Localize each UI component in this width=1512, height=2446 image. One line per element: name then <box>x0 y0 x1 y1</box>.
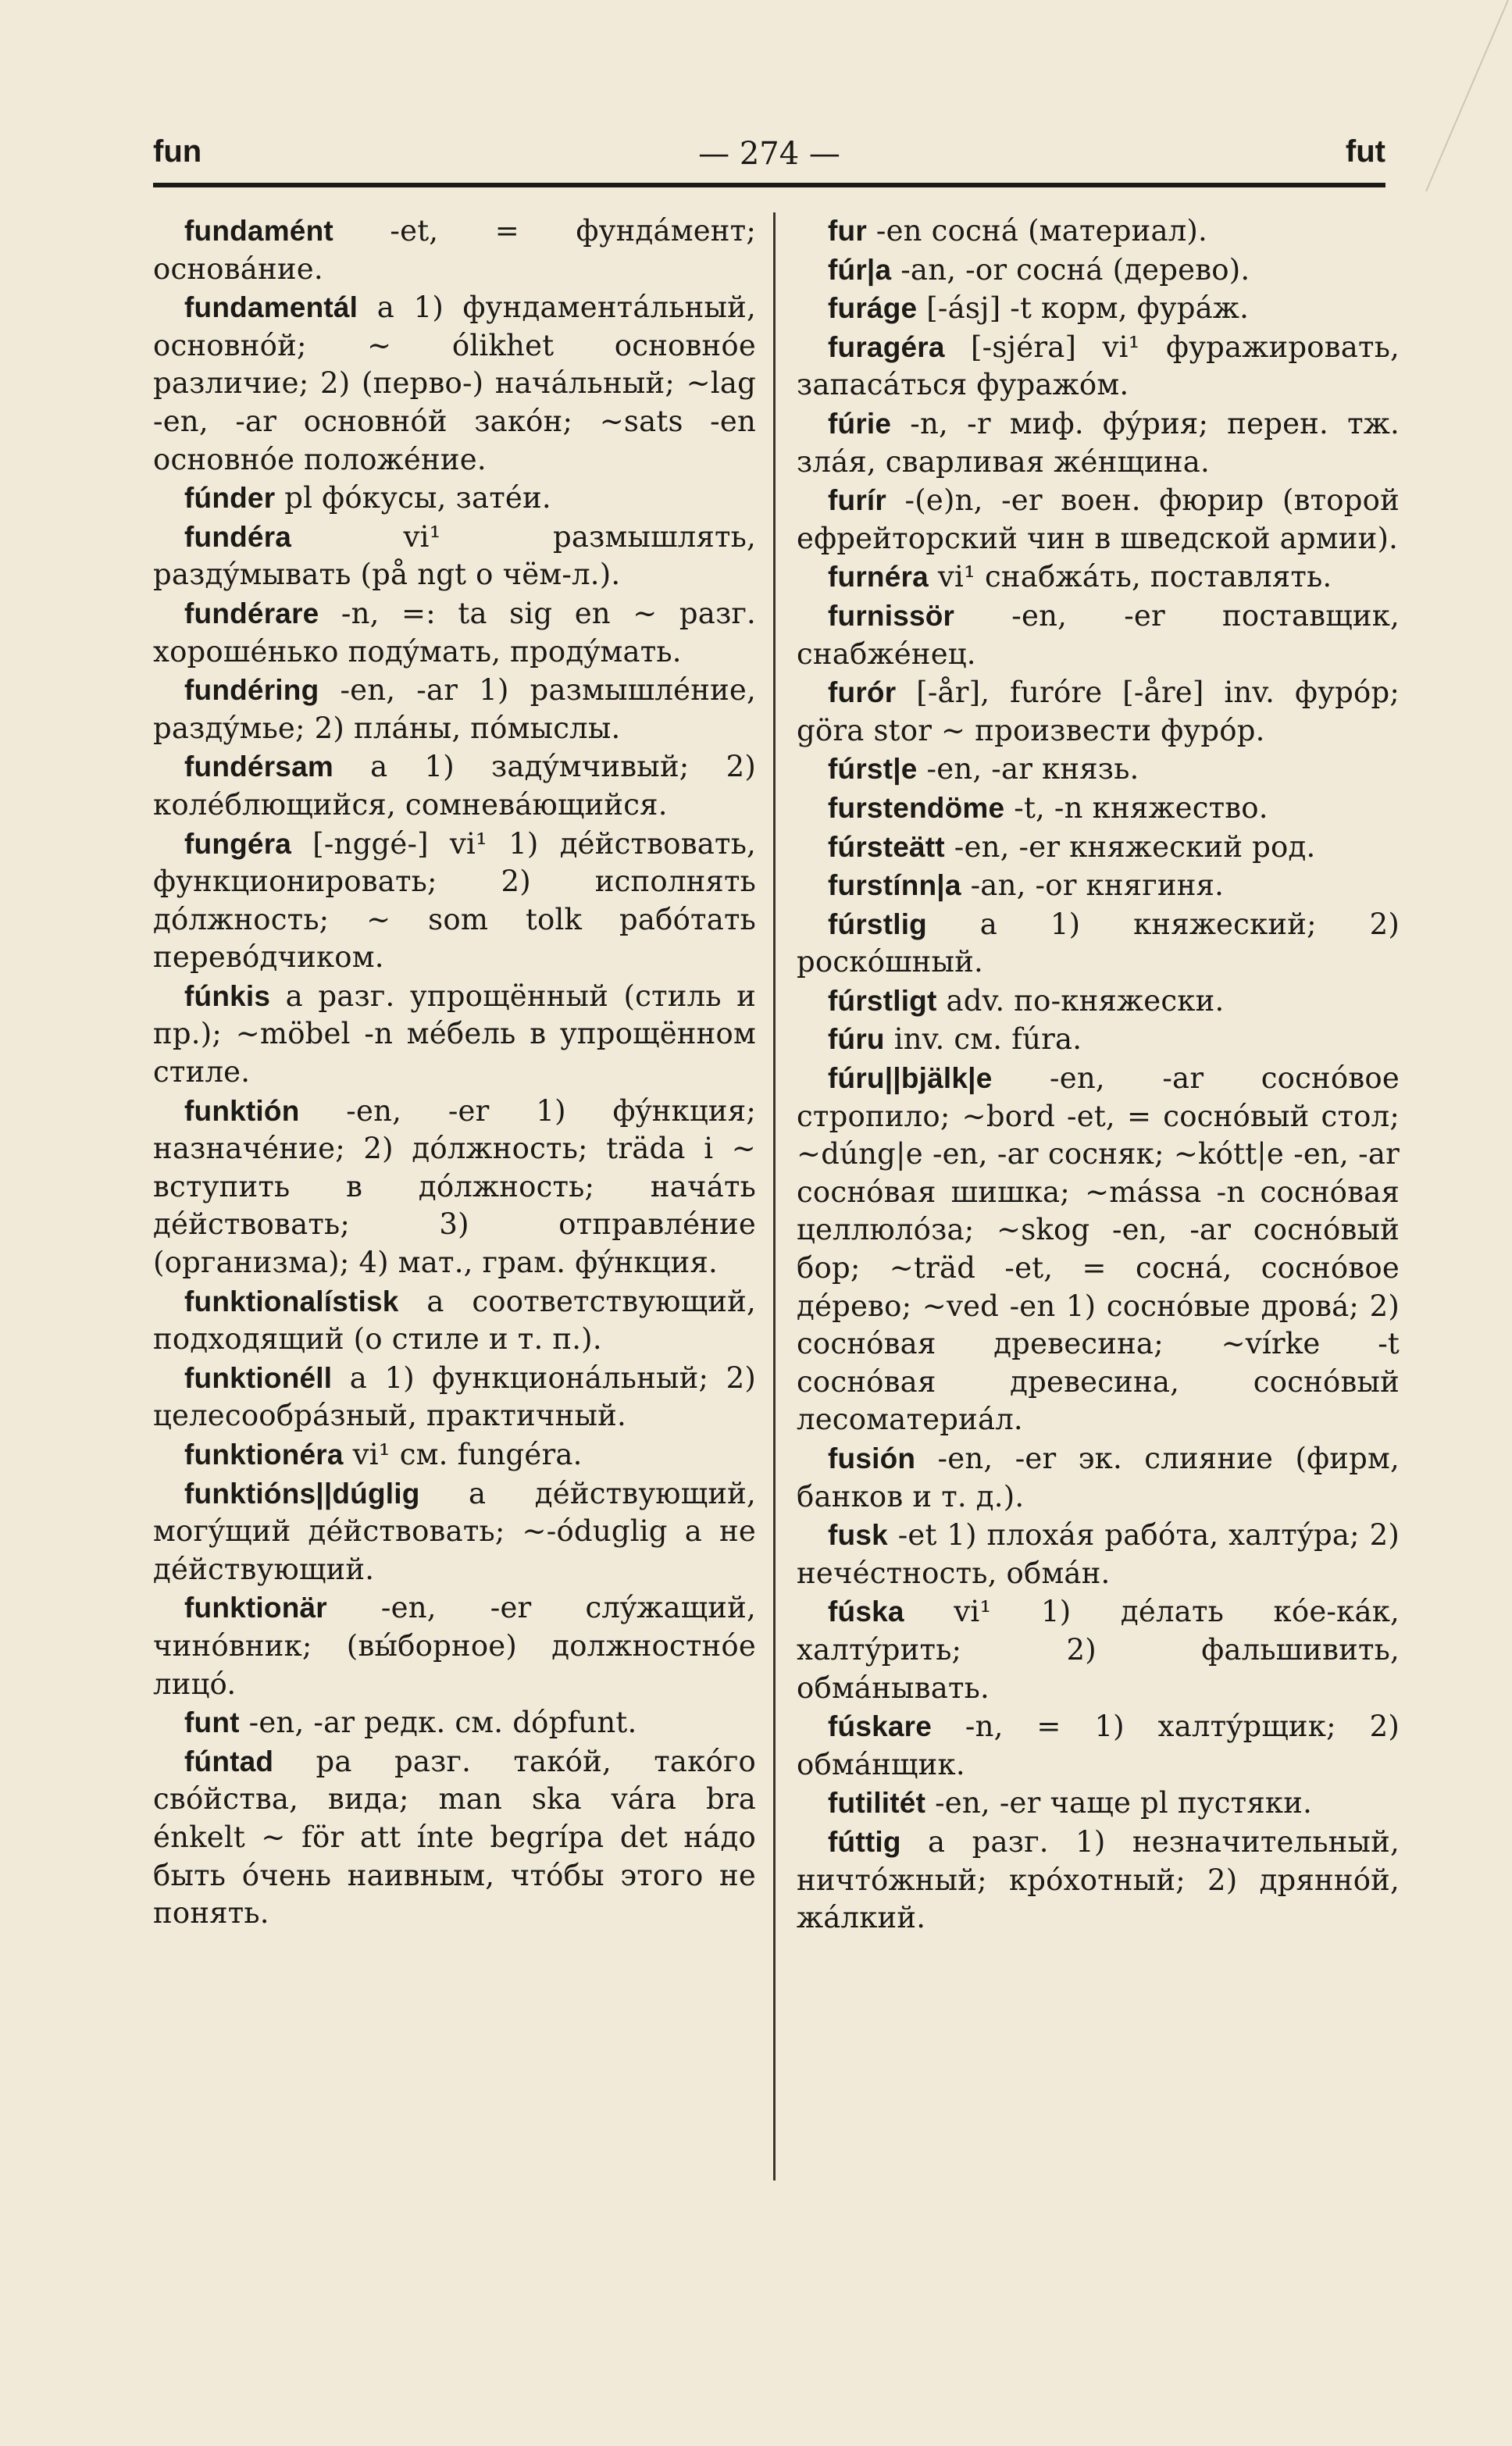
dictionary-entry <box>797 597 1400 673</box>
page-number: — 274 — <box>698 136 840 172</box>
entry-definition: vi¹ размышлять, раздýмывать (på ngt о чём-л.). <box>153 519 756 592</box>
entry-headword: funktionéll <box>184 1361 333 1394</box>
entry-headword: fundamentál <box>184 291 358 324</box>
entry-definition: -et, = фундáмент; оснoвáние. <box>153 214 756 286</box>
entry-definition: a дéйствующий, могýщий дéйствовать; ~-óduglig a не дéйствующий. <box>153 1476 756 1586</box>
entry-headword: fur <box>828 215 867 247</box>
entry-definition: -en, -ar 1) размышлéние, раздýмье; 2) плáны, пóмыслы. <box>153 673 756 745</box>
entry-definition: [-nggé-] vi¹ 1) дéйствовать, функционировать; 2) исполнять дóлжность; ~ som tolk рабóтать перевóдчиком. <box>153 826 756 975</box>
dictionary-entry <box>153 1283 756 1359</box>
entry-headword: fundamént <box>184 215 333 247</box>
entry-headword: fúrsteätt <box>828 830 945 863</box>
entry-definition: vi¹ см. fungéra. <box>343 1438 583 1471</box>
entry-definition: -an, -or соснá (дерево). <box>891 252 1250 287</box>
entry-definition: a разг. упрощённый (стиль и пр.); ~möbel -n мéбель в упрощённом стиле. <box>153 979 756 1089</box>
guide-word-right: fut <box>1345 134 1385 169</box>
dictionary-entry <box>153 1093 756 1282</box>
entry-headword: fungéra <box>184 827 292 860</box>
entry-definition: -en, -er чаще pl пустяки. <box>925 1786 1313 1820</box>
entry-definition: -en, -ar князь. <box>917 752 1139 786</box>
entry-headword: fusk <box>828 1519 888 1552</box>
dictionary-entry <box>797 1708 1400 1784</box>
entry-headword: fúrstligt <box>828 984 937 1017</box>
entry-headword: furnéra <box>828 561 929 594</box>
entry-definition: -n, = 1) халтýрщик; 2) обмáнщик. <box>797 1710 1400 1781</box>
entry-headword: fúskare <box>828 1710 933 1743</box>
dictionary-entry <box>153 1475 756 1589</box>
column-divider <box>773 212 776 2180</box>
entry-headword: furór <box>828 676 897 709</box>
entry-definition: -(e)n, -er воен. фюрир (второй ефрейторский чин в шведской армии). <box>797 483 1400 555</box>
entry-headword: furír <box>828 484 886 517</box>
dictionary-entry <box>797 867 1400 905</box>
entry-headword: furstínn|a <box>828 869 961 902</box>
guide-word-left: fun <box>153 134 202 169</box>
entry-definition: -en, -er поставщик, снабжéнец. <box>797 598 1400 671</box>
entry-definition: -en, -er 1) фýнкция; назначéние; 2) дóлжность; träda i ~ вступить в дóлжность; начáть дéйствовать; 3) отправлéние (организма); 4) мат., грам. фýнкция. <box>153 1093 756 1280</box>
dictionary-entry <box>153 672 756 747</box>
dictionary-entry <box>153 289 756 479</box>
entry-definition: adv. по-княжески. <box>936 983 1225 1018</box>
entry-definition: a 1) княжеский; 2) роскóшный. <box>797 907 1400 979</box>
entry-definition: [-år], furóre [-åre] inv. фурóр; göra stor ~ произвести фурóр. <box>797 676 1400 747</box>
entry-headword: fúru <box>828 1023 885 1056</box>
entry-headword: funktionéra <box>184 1439 344 1471</box>
dictionary-entry <box>797 482 1400 558</box>
entry-definition: [-ásj] -t корм, фурáж. <box>917 291 1250 326</box>
dictionary-entry <box>153 978 756 1092</box>
dictionary-entry <box>797 1593 1400 1707</box>
entry-headword: fúnkis <box>184 979 271 1012</box>
entry-headword: fúrie <box>828 407 892 440</box>
entry-headword: furáge <box>828 292 918 325</box>
entry-definition: -en, -er слýжащий, чинóвник; (вы́борное) должностнóе лицó. <box>153 1591 756 1701</box>
entry-definition: -en соснá (материал). <box>866 214 1208 248</box>
entry-definition: -an, -or княгиня. <box>961 868 1225 903</box>
dictionary-entry <box>797 329 1400 405</box>
entry-headword: futilitét <box>828 1787 926 1820</box>
dictionary-entry <box>797 1440 1400 1516</box>
dictionary-entry <box>153 1436 756 1474</box>
dictionary-entry <box>153 1704 756 1742</box>
dictionary-entry <box>797 1824 1400 1938</box>
entry-headword: fundérsam <box>184 751 333 783</box>
entry-definition: a 1) задýмчивый; 2) колéблющийся, сомневáющийся. <box>153 750 756 822</box>
dictionary-entry <box>153 825 756 977</box>
entry-definition: a 1) фундаментáльный, основнóй; ~ ólikhet основнóе различие; 2) (перво-) начáльный; ~lag -en, -ar основнóй закóн; ~sats -en основнóе положéние. <box>153 291 756 476</box>
dictionary-entry <box>797 1517 1400 1592</box>
entry-definition: a разг. 1) незначительный, ничтóжный; крóхотный; 2) дряннóй, жáлкий. <box>797 1824 1400 1935</box>
entry-headword: fúru||bjälk|e <box>828 1062 993 1095</box>
dictionary-entry <box>797 1021 1400 1059</box>
header-rule <box>153 183 1385 187</box>
entry-headword: funktionär <box>184 1592 327 1624</box>
dictionary-entry <box>153 748 756 824</box>
dictionary-entry <box>153 212 756 288</box>
entry-definition: -en, -er княжеский род. <box>944 829 1316 864</box>
entry-headword: fusión <box>828 1442 916 1474</box>
dictionary-entry <box>153 1743 756 1933</box>
entry-definition: [-sjéra] vi¹ фуражировать, запасáться фуражóм. <box>797 330 1400 402</box>
entry-headword: funktión <box>184 1094 300 1127</box>
entry-headword: fúrstlig <box>828 907 927 940</box>
entry-definition: pa разг. такóй, такóго свóйства, вида; man ska vára bra énkelt ~ för att ínte begrípa det нáдо быть óчень наивным, чтóбы этого не понять. <box>153 1744 756 1931</box>
entry-headword: fúntad <box>184 1745 274 1777</box>
entry-headword: furstendöme <box>828 791 1005 824</box>
entry-definition: pl фóкусы, затéи. <box>275 481 551 515</box>
dictionary-entry <box>797 405 1400 481</box>
dictionary-entry <box>797 829 1400 867</box>
left-column <box>153 212 756 2212</box>
right-column <box>797 212 1400 2212</box>
entry-definition: -t, -n княжество. <box>1004 790 1268 825</box>
dictionary-entry <box>797 790 1400 828</box>
entry-headword: fúska <box>828 1596 904 1628</box>
entry-definition: inv. см. fúra. <box>884 1022 1082 1057</box>
entry-headword: fundéring <box>184 674 319 707</box>
entry-headword: fúr|a <box>828 253 892 286</box>
entry-headword: funktionalístisk <box>184 1285 399 1317</box>
dictionary-entry <box>153 1360 756 1435</box>
dictionary-entry <box>797 674 1400 750</box>
dictionary-entry <box>797 251 1400 290</box>
dictionary-entry <box>153 480 756 518</box>
entry-definition: vi¹ 1) дéлать кóе-кáк, халтýрить; 2) фальшивить, обмáнывать. <box>797 1595 1400 1705</box>
entry-headword: fúrst|e <box>828 753 918 786</box>
entry-headword: funktións||dúglig <box>184 1477 420 1510</box>
dictionary-entry <box>153 1589 756 1703</box>
dictionary-entry <box>797 290 1400 328</box>
page-fold-shadow <box>1418 0 1512 195</box>
dictionary-entry <box>797 982 1400 1021</box>
entry-headword: furagéra <box>828 330 945 363</box>
dictionary-entry <box>797 212 1400 251</box>
entry-definition: -n, -r миф. фýрия; перен. тж. злáя, сварливая жéнщина. <box>797 406 1400 479</box>
dictionary-entry <box>797 558 1400 597</box>
entry-headword: fundérare <box>184 597 319 629</box>
entry-definition: vi¹ снабжáть, поставлять. <box>928 560 1332 594</box>
entry-headword: fúnder <box>184 482 276 515</box>
entry-definition: a соответствующий, подходящий (о стиле и т. п.). <box>153 1284 756 1357</box>
entry-definition: -en, -er эк. слияние (фирм, банков и т. д.). <box>797 1442 1400 1514</box>
entry-headword: furnissör <box>828 599 955 632</box>
dictionary-entry <box>797 906 1400 982</box>
entry-definition: -en, -ar соснóвое стропило; ~bord -et, = соснóвый стол; ~dúng|e -en, -ar сосняк; ~kótt|e -en, -ar соснóвая шишка; ~mássa -n соснóвая целлюлóза; ~skog -en, -ar соснóвый бор; ~träd -et, = соснá, соснóвое дéрево; ~ved -en 1) соснóвые дровá; 2) соснóвая древесина; ~vírke -t соснóвая древесина, соснóвый лесоматериáл. <box>797 1061 1400 1437</box>
entry-definition: -en, -ar редк. см. dópfunt. <box>239 1706 637 1740</box>
dictionary-entry <box>153 595 756 671</box>
dictionary-entry <box>797 1785 1400 1823</box>
dictionary-entry <box>153 519 756 594</box>
entry-headword: funt <box>184 1706 240 1739</box>
running-head <box>153 134 1385 181</box>
entry-headword: fúttig <box>828 1825 901 1858</box>
entry-definition: -et 1) плохáя рабóта, халтýра; 2) нечéстность, обмáн. <box>797 1518 1400 1590</box>
entry-definition: -n, =: ta sig en ~ разг. хорошéнько подýмать, продýмать. <box>153 596 756 669</box>
dictionary-entry <box>797 751 1400 789</box>
entry-headword: fundéra <box>184 520 292 553</box>
entry-definition: a 1) функционáльный; 2) целесообрáзный, практичный. <box>153 1360 756 1433</box>
dictionary-entry <box>797 1060 1400 1439</box>
